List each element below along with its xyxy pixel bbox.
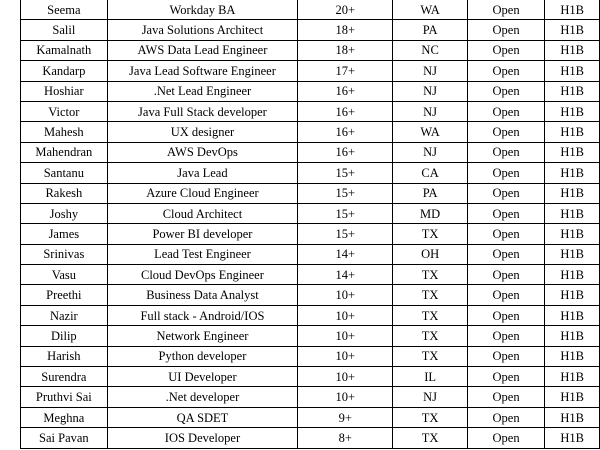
visa-cell: H1B xyxy=(545,81,600,101)
experience-cell: 14+ xyxy=(298,265,393,285)
job-title-cell: IOS Developer xyxy=(107,428,298,448)
status-cell: Open xyxy=(467,326,544,346)
status-cell: Open xyxy=(467,244,544,264)
job-title-cell: Workday BA xyxy=(107,0,298,20)
experience-cell: 16+ xyxy=(298,142,393,162)
experience-cell: 10+ xyxy=(298,305,393,325)
table-row xyxy=(21,81,600,101)
status-cell: Open xyxy=(467,387,544,407)
job-title-cell: Python developer xyxy=(107,346,298,366)
visa-cell: H1B xyxy=(545,326,600,346)
candidate-name-cell: James xyxy=(21,224,108,244)
status-cell: Open xyxy=(467,428,544,448)
location-cell: NJ xyxy=(393,142,467,162)
candidate-name-cell: Harish xyxy=(21,346,108,366)
status-cell: Open xyxy=(467,142,544,162)
status-cell: Open xyxy=(467,0,544,20)
visa-cell: H1B xyxy=(545,265,600,285)
table-row xyxy=(21,407,600,427)
status-cell: Open xyxy=(467,346,544,366)
status-cell: Open xyxy=(467,61,544,81)
candidate-name-cell: Pruthvi Sai xyxy=(21,387,108,407)
candidate-name-cell: Salil xyxy=(21,20,108,40)
table-row xyxy=(21,203,600,223)
visa-cell: H1B xyxy=(545,305,600,325)
experience-cell: 17+ xyxy=(298,61,393,81)
visa-cell: H1B xyxy=(545,387,600,407)
table-row xyxy=(21,20,600,40)
job-title-cell: AWS DevOps xyxy=(107,142,298,162)
candidate-name-cell: Mahesh xyxy=(21,122,108,142)
experience-cell: 18+ xyxy=(298,20,393,40)
status-cell: Open xyxy=(467,163,544,183)
candidate-name-cell: Joshy xyxy=(21,203,108,223)
location-cell: CA xyxy=(393,163,467,183)
experience-cell: 10+ xyxy=(298,326,393,346)
candidate-name-cell: Preethi xyxy=(21,285,108,305)
status-cell: Open xyxy=(467,367,544,387)
candidate-name-cell: Kandarp xyxy=(21,61,108,81)
experience-cell: 8+ xyxy=(298,428,393,448)
candidate-name-cell: Sai Pavan xyxy=(21,428,108,448)
status-cell: Open xyxy=(467,407,544,427)
table-row xyxy=(21,428,600,448)
candidate-name-cell: Vasu xyxy=(21,265,108,285)
job-title-cell: Java Lead xyxy=(107,163,298,183)
candidate-name-cell: Hoshiar xyxy=(21,81,108,101)
visa-cell: H1B xyxy=(545,244,600,264)
job-title-cell: Java Lead Software Engineer xyxy=(107,61,298,81)
experience-cell: 16+ xyxy=(298,101,393,121)
job-title-cell: .Net developer xyxy=(107,387,298,407)
experience-cell: 16+ xyxy=(298,122,393,142)
experience-cell: 10+ xyxy=(298,346,393,366)
consultant-table xyxy=(20,0,600,449)
location-cell: TX xyxy=(393,326,467,346)
status-cell: Open xyxy=(467,203,544,223)
experience-cell: 15+ xyxy=(298,203,393,223)
table-row xyxy=(21,387,600,407)
consultant-table-container xyxy=(20,0,600,449)
table-row xyxy=(21,163,600,183)
job-title-cell: AWS Data Lead Engineer xyxy=(107,40,298,60)
experience-cell: 18+ xyxy=(298,40,393,60)
visa-cell: H1B xyxy=(545,101,600,121)
job-title-cell: Java Full Stack developer xyxy=(107,101,298,121)
location-cell: MD xyxy=(393,203,467,223)
location-cell: IL xyxy=(393,367,467,387)
location-cell: TX xyxy=(393,428,467,448)
status-cell: Open xyxy=(467,224,544,244)
location-cell: NC xyxy=(393,40,467,60)
visa-cell: H1B xyxy=(545,367,600,387)
experience-cell: 10+ xyxy=(298,367,393,387)
location-cell: WA xyxy=(393,0,467,20)
candidate-name-cell: Rakesh xyxy=(21,183,108,203)
status-cell: Open xyxy=(467,20,544,40)
job-title-cell: Cloud DevOps Engineer xyxy=(107,265,298,285)
job-title-cell: .Net Lead Engineer xyxy=(107,81,298,101)
job-title-cell: Business Data Analyst xyxy=(107,285,298,305)
experience-cell: 16+ xyxy=(298,81,393,101)
table-row xyxy=(21,122,600,142)
experience-cell: 20+ xyxy=(298,0,393,20)
status-cell: Open xyxy=(467,183,544,203)
visa-cell: H1B xyxy=(545,0,600,20)
candidate-name-cell: Kamalnath xyxy=(21,40,108,60)
table-row xyxy=(21,244,600,264)
location-cell: TX xyxy=(393,407,467,427)
location-cell: TX xyxy=(393,224,467,244)
table-row xyxy=(21,305,600,325)
table-row xyxy=(21,367,600,387)
job-title-cell: QA SDET xyxy=(107,407,298,427)
visa-cell: H1B xyxy=(545,428,600,448)
job-title-cell: Azure Cloud Engineer xyxy=(107,183,298,203)
location-cell: NJ xyxy=(393,61,467,81)
status-cell: Open xyxy=(467,265,544,285)
candidate-name-cell: Dilip xyxy=(21,326,108,346)
table-row xyxy=(21,346,600,366)
candidate-name-cell: Meghna xyxy=(21,407,108,427)
table-row xyxy=(21,101,600,121)
candidate-name-cell: Santanu xyxy=(21,163,108,183)
job-title-cell: Network Engineer xyxy=(107,326,298,346)
candidate-name-cell: Surendra xyxy=(21,367,108,387)
experience-cell: 10+ xyxy=(298,285,393,305)
visa-cell: H1B xyxy=(545,203,600,223)
location-cell: NJ xyxy=(393,387,467,407)
status-cell: Open xyxy=(467,81,544,101)
table-row xyxy=(21,61,600,81)
table-row xyxy=(21,265,600,285)
location-cell: WA xyxy=(393,122,467,142)
candidate-name-cell: Seema xyxy=(21,0,108,20)
status-cell: Open xyxy=(467,285,544,305)
status-cell: Open xyxy=(467,40,544,60)
location-cell: TX xyxy=(393,305,467,325)
experience-cell: 15+ xyxy=(298,183,393,203)
visa-cell: H1B xyxy=(545,407,600,427)
candidate-name-cell: Victor xyxy=(21,101,108,121)
candidate-name-cell: Srinivas xyxy=(21,244,108,264)
visa-cell: H1B xyxy=(545,20,600,40)
table-row xyxy=(21,326,600,346)
visa-cell: H1B xyxy=(545,142,600,162)
status-cell: Open xyxy=(467,305,544,325)
visa-cell: H1B xyxy=(545,285,600,305)
table-row xyxy=(21,142,600,162)
visa-cell: H1B xyxy=(545,183,600,203)
experience-cell: 10+ xyxy=(298,387,393,407)
table-row xyxy=(21,40,600,60)
candidate-name-cell: Nazir xyxy=(21,305,108,325)
job-title-cell: UI Developer xyxy=(107,367,298,387)
visa-cell: H1B xyxy=(545,40,600,60)
table-row xyxy=(21,285,600,305)
location-cell: PA xyxy=(393,183,467,203)
table-row xyxy=(21,183,600,203)
job-title-cell: Java Solutions Architect xyxy=(107,20,298,40)
job-title-cell: Power BI developer xyxy=(107,224,298,244)
experience-cell: 14+ xyxy=(298,244,393,264)
table-row xyxy=(21,224,600,244)
status-cell: Open xyxy=(467,101,544,121)
experience-cell: 9+ xyxy=(298,407,393,427)
visa-cell: H1B xyxy=(545,224,600,244)
experience-cell: 15+ xyxy=(298,224,393,244)
job-title-cell: UX designer xyxy=(107,122,298,142)
visa-cell: H1B xyxy=(545,61,600,81)
location-cell: OH xyxy=(393,244,467,264)
job-title-cell: Cloud Architect xyxy=(107,203,298,223)
visa-cell: H1B xyxy=(545,122,600,142)
location-cell: TX xyxy=(393,265,467,285)
table-body xyxy=(21,0,600,448)
experience-cell: 15+ xyxy=(298,163,393,183)
location-cell: NJ xyxy=(393,101,467,121)
job-title-cell: Lead Test Engineer xyxy=(107,244,298,264)
location-cell: TX xyxy=(393,285,467,305)
location-cell: PA xyxy=(393,20,467,40)
candidate-name-cell: Mahendran xyxy=(21,142,108,162)
table-row xyxy=(21,0,600,20)
visa-cell: H1B xyxy=(545,163,600,183)
location-cell: TX xyxy=(393,346,467,366)
location-cell: NJ xyxy=(393,81,467,101)
job-title-cell: Full stack - Android/IOS xyxy=(107,305,298,325)
status-cell: Open xyxy=(467,122,544,142)
visa-cell: H1B xyxy=(545,346,600,366)
